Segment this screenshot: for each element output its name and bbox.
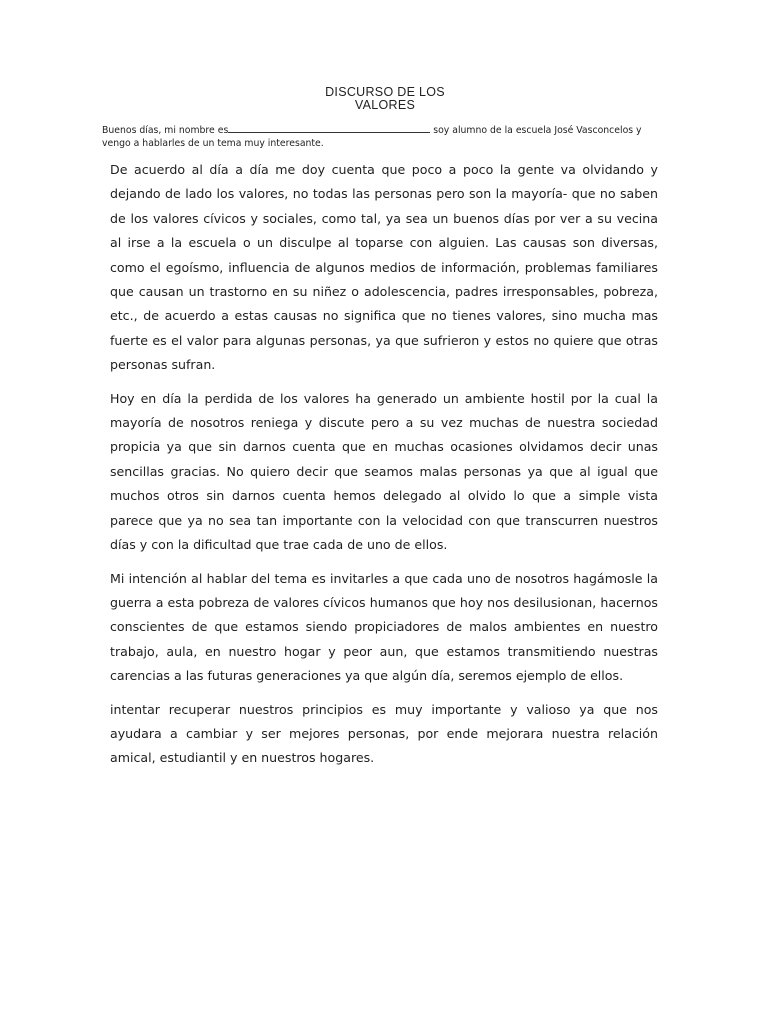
paragraph-4: intentar recuperar nuestros principios es muy importante y valioso ya que nos ayudara a cambiar y ser mejores personas, por ende mejorara nuestra relación amical, estudiantil y en nuestros hogares. [110,701,658,766]
name-blank-line [228,123,430,133]
intro-before-blank: Buenos días, mi nombre es [102,125,229,136]
paragraph-3: Mi intención al hablar del tema es invitarles a que cada uno de nosotros hagámosle la guerra a esta pobreza de valores cívicos humanos que hoy nos desilusionan, hacernos conscientes de que estamos siendo propiciadores de malos ambientes en nuestro trabajo, aula, en nuestro hogar y peor aun, que estamos transmitiendo nuestras carencias a las futuras generaciones ya que algún día, seremos ejemplo de ellos. [110,570,658,684]
intro-after-blank: soy alumno de la escuela José Vasconcelos y vengo a hablarles de un tema muy interesante. [102,125,642,149]
speech-body [110,158,658,780]
paragraph-1: De acuerdo al día a día me doy cuenta que poco a poco la gente va olvidando y dejando de lado los valores, no todas las personas pero son la mayoría- que no saben de los valores cívicos y sociales, como tal, ya sea un buenos días por ver a su vecina al irse a la escuela o un disculpe al toparse con alguien. Las causas son diversas, como el egoísmo, influencia de algunos medios de información, problemas familiares que causan un trastorno en su niñez o adolescencia, padres irresponsables, pobreza, etc., de acuerdo a estas causas no significa que no tienes valores, sino mucha mas fuerte es el valor para algunas personas, ya que sufrieron y estos no quiere que otras personas sufran. [110,162,658,373]
paragraph-2: Hoy en día la perdida de los valores ha generado un ambiente hostil por la cual la mayoría de nosotros reniega y discute pero a su vez muchas de nuestra sociedad propicia ya que sin darnos cuenta que en muchas ocasiones olvidamos decir unas sencillas gracias. No quiero decir que seamos malas personas ya que al igual que muchos otros sin darnos cuenta hemos delegado al olvido lo que a simple vista parece que ya no sea tan importante con la velocidad con que transcurren nuestros días y con la dificultad que trae cada de uno de ellos. [110,390,658,553]
title-line-2: VALORES [354,98,416,112]
title-line-1: DISCURSO DE LOS [325,85,445,99]
document-title [0,86,768,112]
intro-text [102,123,662,150]
